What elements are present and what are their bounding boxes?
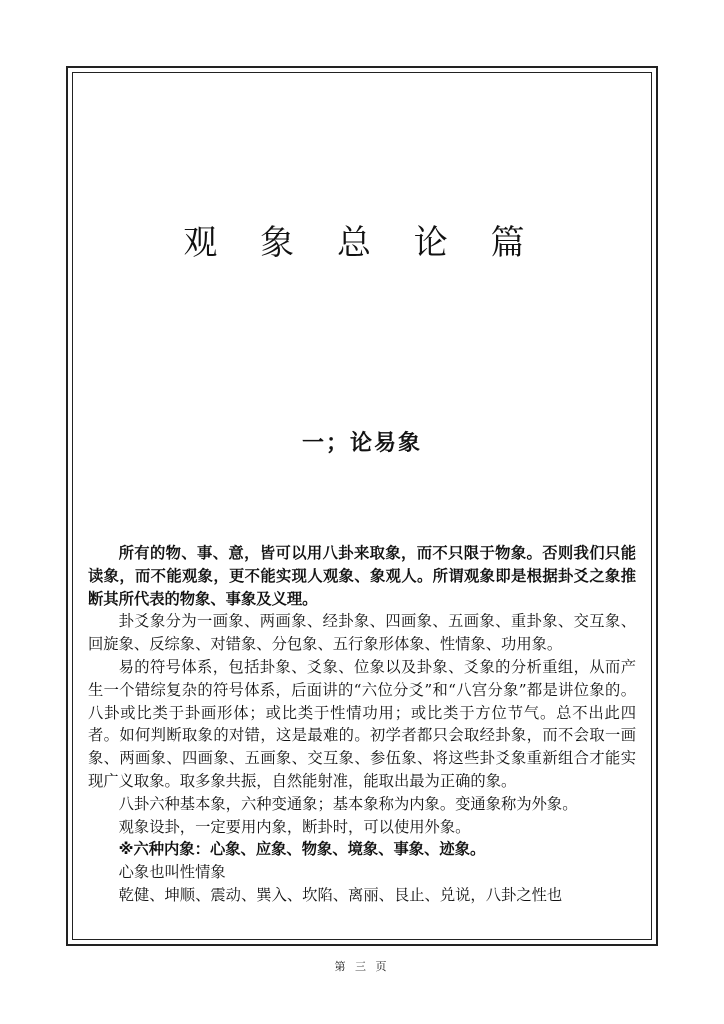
page-title: 观 象 总 论 篇 <box>183 223 541 263</box>
paragraph-symbol-system: 易的符号体系，包括卦象、爻象、位象以及卦象、爻象的分析重组，从而产生一个错综复杂的符号体系，后面讲的“六位分爻”和“八宫分象”都是讲位象的。八卦或比类于卦画形体；或比类于性情功用；或比类于方位节气。总不出此四者。如何判断取象的对错，这是最难的。初学者都只会取经卦象，而不会取一画象、两画象、四画象、五画象、交互象、参伍象、将这些卦爻象重新组合才能实现广义取象。取多象共振，自然能射准，能取出最为正确的象。 <box>88 657 636 790</box>
page-number: 第 三 页 <box>334 960 390 973</box>
paragraph-divination: 观象设卦，一定要用内象，断卦时，可以使用外象。 <box>118 817 471 836</box>
body-text <box>88 542 636 907</box>
paragraph-intro: 所有的物、事、意，皆可以用八卦来取象，而不只限于物象。否则我们只能读象，而不能观象，更不能实现人观象、象观人。所谓观象即是根据卦爻之象推断其所代表的物象、事象及义理。 <box>88 544 636 608</box>
paragraph-trigram-natures: 乾健、坤顺、震动、巽入、坎陷、离丽、艮止、兑说，八卦之性也 <box>118 885 563 904</box>
section-heading: 一；论易象 <box>301 431 422 456</box>
paragraph-six-inner-images: ※六种内象：心象、应象、物象、境象、事象、迹象。 <box>118 840 486 859</box>
paragraph-mind-image: 心象也叫性情象 <box>118 863 226 882</box>
paragraph-basic-images: 八卦六种基本象，六种变通象；基本象称为内象。变通象称为外象。 <box>118 794 578 813</box>
paragraph-classification: 卦爻象分为一画象、两画象、经卦象、四画象、五画象、重卦象、交互象、回旋象、反综象、对错象、分包象、五行象形体象、性情象、功用象。 <box>88 612 636 654</box>
